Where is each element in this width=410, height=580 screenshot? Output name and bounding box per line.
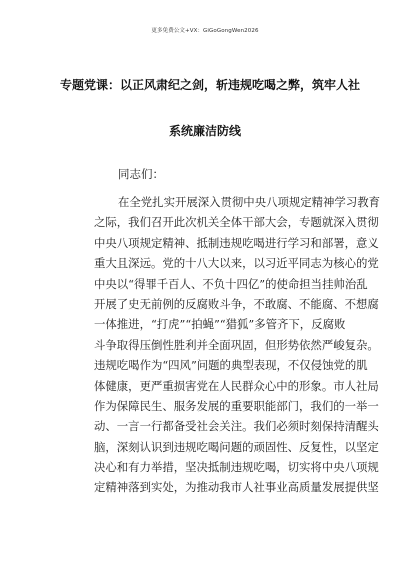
body-line: 违规吃喝作为“四风”问题的典型表现，不仅侵蚀党的肌 bbox=[94, 358, 368, 373]
body-line: 开展了史无前例的反腐败斗争，不敢腐、不能腐、不想腐 bbox=[94, 296, 379, 311]
watermark-text: 更多免费公文+VX：GiGoGongWen2026 bbox=[151, 28, 259, 34]
body-line: 重大且深远。党的十八大以来，以习近平同志为核心的党 bbox=[94, 256, 379, 271]
body-paragraph bbox=[94, 192, 380, 498]
body-line: 中央八项规定精神、抵制违规吃喝进行学习和部署，意义 bbox=[94, 235, 379, 250]
body-line: 一体推进，“打虎”“拍蝇”“猎狐”多管齐下，反腐败 bbox=[94, 317, 346, 332]
document-title-line-1: 专题党课：以正风肃纪之剑，斩违规吃喝之弊，筑牢人社 bbox=[60, 78, 361, 92]
salutation: 同志们： bbox=[118, 167, 164, 181]
document-title-line-2: 系统廉洁防线 bbox=[168, 124, 241, 138]
body-line: 脑，深刻认识到违规吃喝问题的顽固性、反复性，以坚定 bbox=[94, 439, 379, 454]
body-line: 定精神落到实处，为推动我市人社事业高质量发展提供坚 bbox=[94, 480, 379, 495]
body-line: 动、一言一行都备受社会关注。我们必须时刻保持清醒头 bbox=[94, 419, 379, 434]
body-line: 决心和有力举措，坚决抵制违规吃喝，切实将中央八项规 bbox=[94, 460, 379, 475]
body-line: 体健康，更严重损害党在人民群众心中的形象。市人社局 bbox=[94, 378, 379, 393]
body-line: 作为保障民生、服务发展的重要职能部门，我们的一举一 bbox=[94, 398, 379, 413]
body-line: 在全党扎实开展深入贯彻中央八项规定精神学习教育 bbox=[118, 195, 380, 209]
body-line: 斗争取得压倒性胜利并全面巩固，但形势依然严峻复杂。 bbox=[94, 337, 379, 352]
body-line: 中央以“得罪千百人、不负十四亿”的使命担当挂帅治乱 bbox=[94, 276, 368, 291]
body-line: 之际，我们召开此次机关全体干部大会，专题就深入贯彻 bbox=[94, 215, 379, 230]
